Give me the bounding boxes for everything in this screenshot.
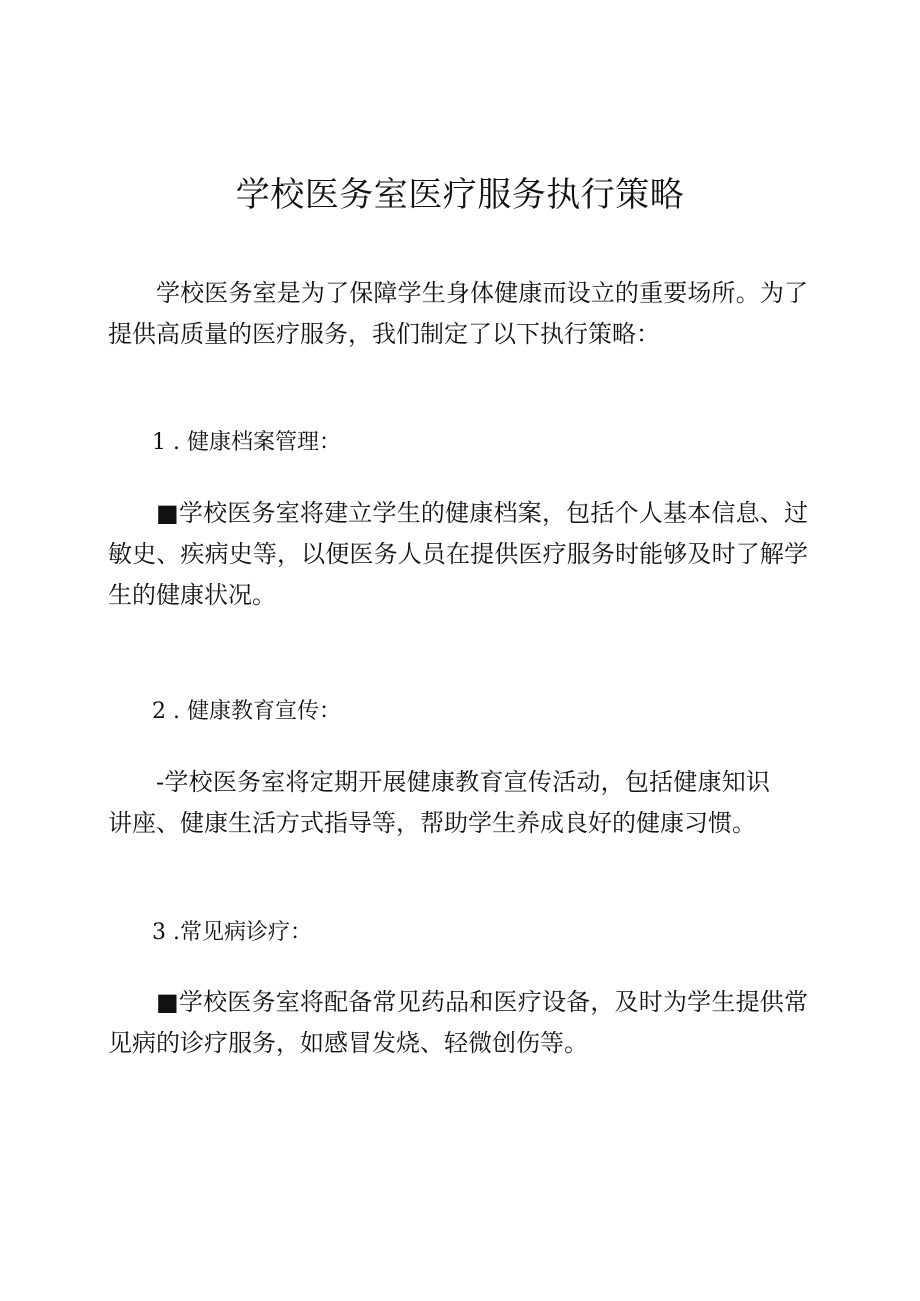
document-title: 学校医务室医疗服务执行策略: [235, 175, 685, 215]
section-1-heading: 1 . 健康档案管理：: [152, 430, 341, 455]
section-2-body: -学校医务室将定期开展健康教育宣传活动，包括健康知识讲座、健康生活方式指导等，帮助学生养成良好的健康习惯。: [108, 768, 770, 837]
section-3-heading: 3 .常见病诊疗：: [152, 920, 312, 945]
section-1-body: ■学校医务室将建立学生的健康档案，包括个人基本信息、过敏史、疾病史等，以便医务人员在提供医疗服务时能够及时了解学生的健康状况。: [108, 499, 808, 609]
section-2-heading: 2 . 健康教育宣传：: [152, 699, 341, 724]
section-3-body: ■学校医务室将配备常见药品和医疗设备，及时为学生提供常见病的诊疗服务，如感冒发烧、轻微创伤等。: [108, 988, 808, 1057]
intro-paragraph: 学校医务室是为了保障学生身体健康而设立的重要场所。为了提供高质量的医疗服务，我们制定了以下执行策略：: [108, 279, 808, 348]
